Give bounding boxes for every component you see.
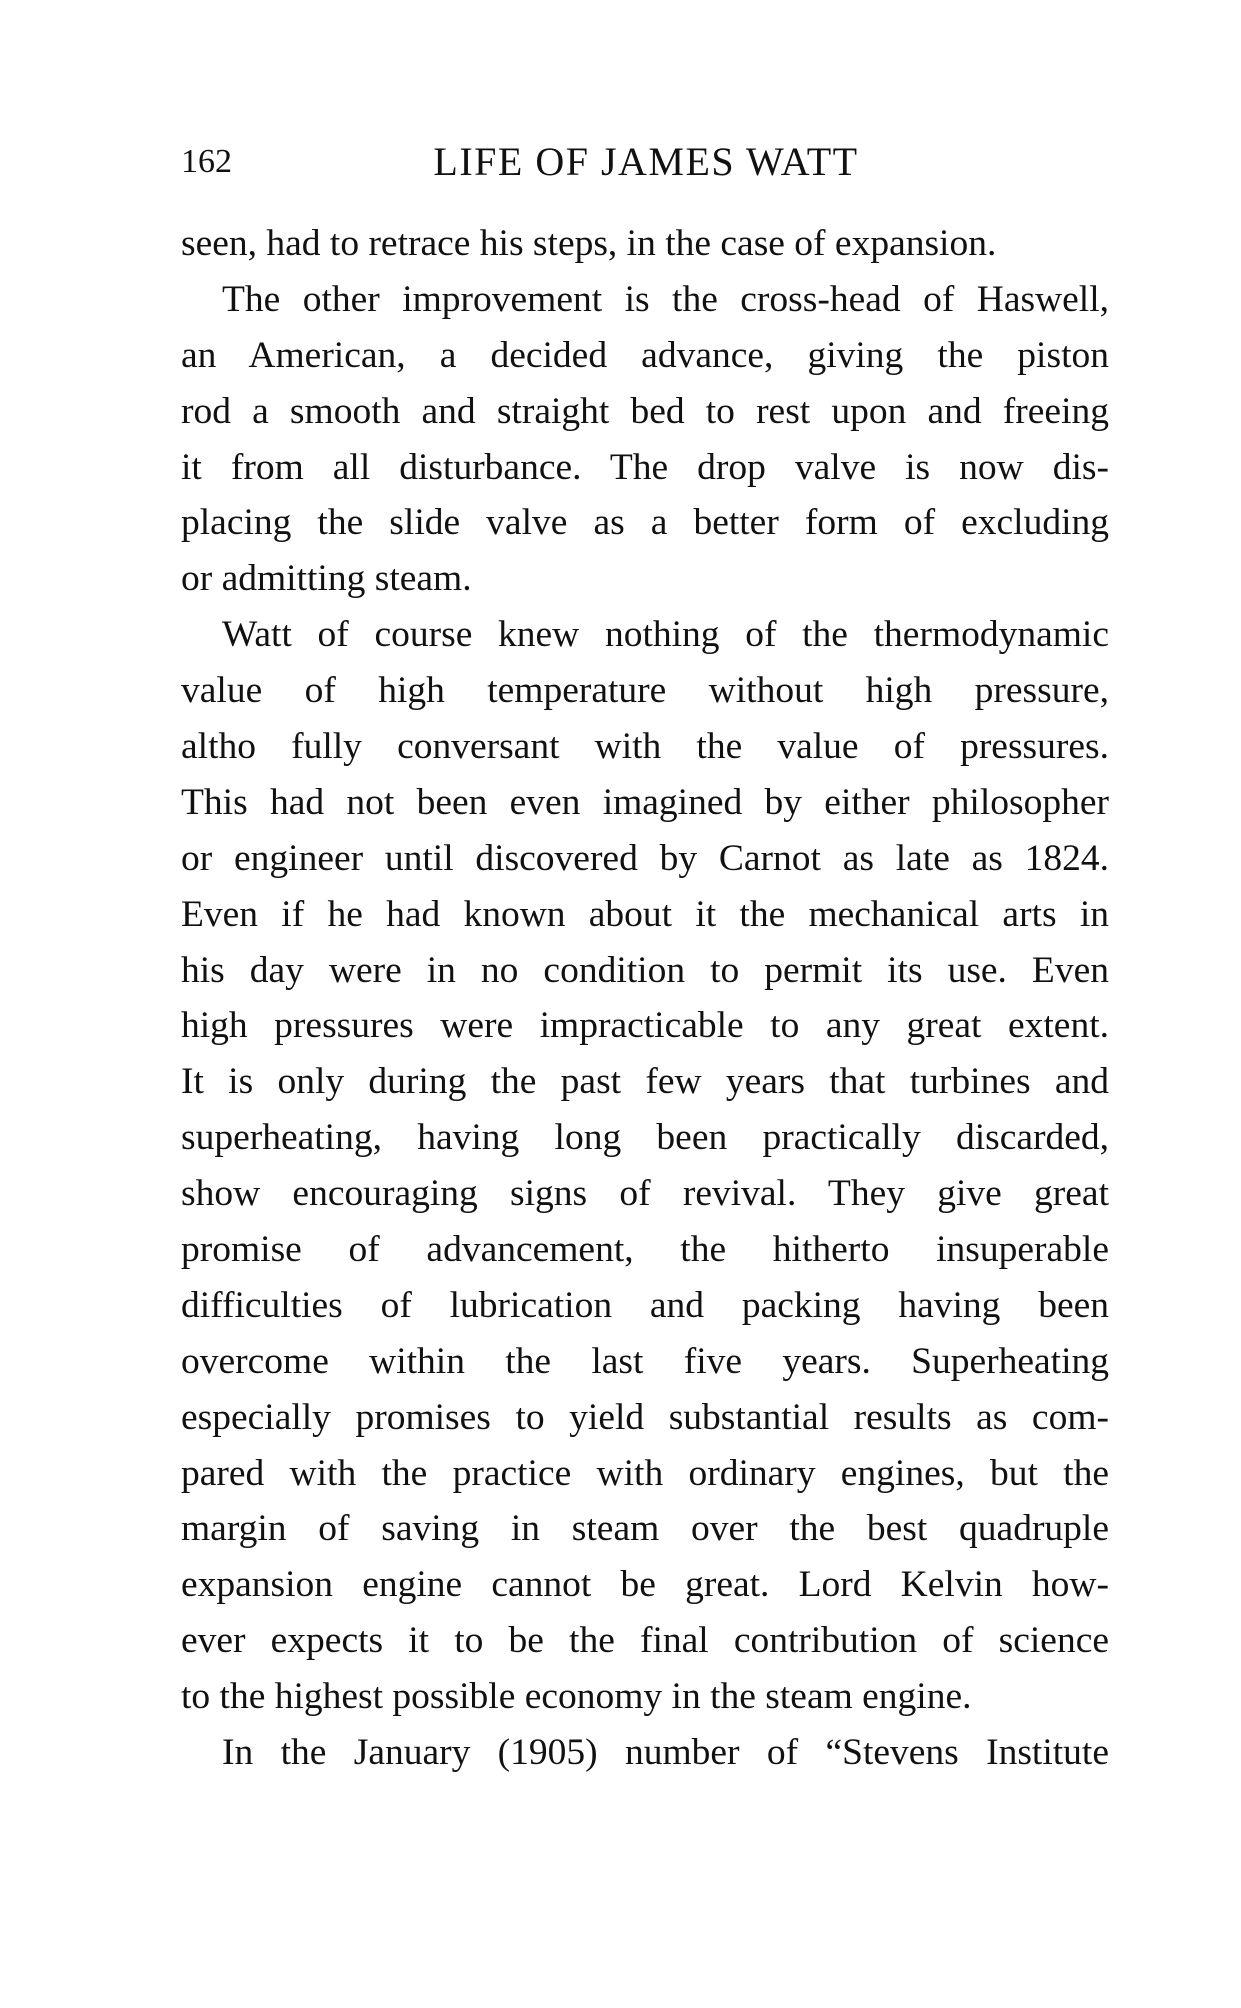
body-text [181,216,1109,1781]
text-line: value of high temperature without high pressure, [181,670,1109,712]
text-line: margin of saving in steam over the best quadruple [181,1508,1109,1550]
text-line: to the highest possible economy in the steam engine. [181,1676,972,1718]
text-line: especially promises to yield substantial results as com- [181,1396,1109,1438]
text-line: altho fully conversant with the value of pressures. [181,726,1109,768]
text-line: In the January (1905) number of “Stevens Institute [222,1732,1109,1774]
text-line: rod a smooth and straight bed to rest upon and freeing [181,390,1109,432]
text-line: high pressures were impracticable to any great extent. [181,1005,1109,1047]
text-line: It is only during the past few years that turbines and [181,1061,1109,1103]
text-line: seen, had to retrace his steps, in the case of expansion. [181,223,997,264]
text-line: Even if he had known about it the mechanical arts in [181,893,1109,935]
page-number: 162 [181,143,232,180]
text-line: or admitting steam. [181,558,472,600]
text-line: placing the slide valve as a better form of excluding [181,502,1109,544]
text-line: This had not been even imagined by either philosopher [181,781,1109,823]
text-line: his day were in no condition to permit its use. Even [181,949,1109,991]
text-line: promise of advancement, the hitherto insuperable [181,1229,1109,1271]
text-line: pared with the practice with ordinary engines, but the [181,1452,1109,1494]
text-line: it from all disturbance. The drop valve is now dis- [181,446,1109,488]
running-title: LIFE OF JAMES WATT [433,139,859,184]
text-line: The other improvement is the cross-head of Haswell, [222,278,1109,320]
text-line: or engineer until discovered by Carnot as late as 1824. [181,837,1109,879]
text-line: an American, a decided advance, giving the piston [181,334,1109,376]
text-line: overcome within the last five years. Superheating [181,1340,1109,1382]
text-line: difficulties of lubrication and packing having been [181,1284,1109,1326]
text-line: Watt of course knew nothing of the thermodynamic [222,614,1109,656]
text-line: ever expects it to be the final contribution of science [181,1620,1109,1662]
text-line: superheating, having long been practically discarded, [181,1117,1109,1159]
text-line: expansion engine cannot be great. Lord Kelvin how- [181,1564,1109,1606]
text-line: show encouraging signs of revival. They give great [181,1173,1109,1215]
